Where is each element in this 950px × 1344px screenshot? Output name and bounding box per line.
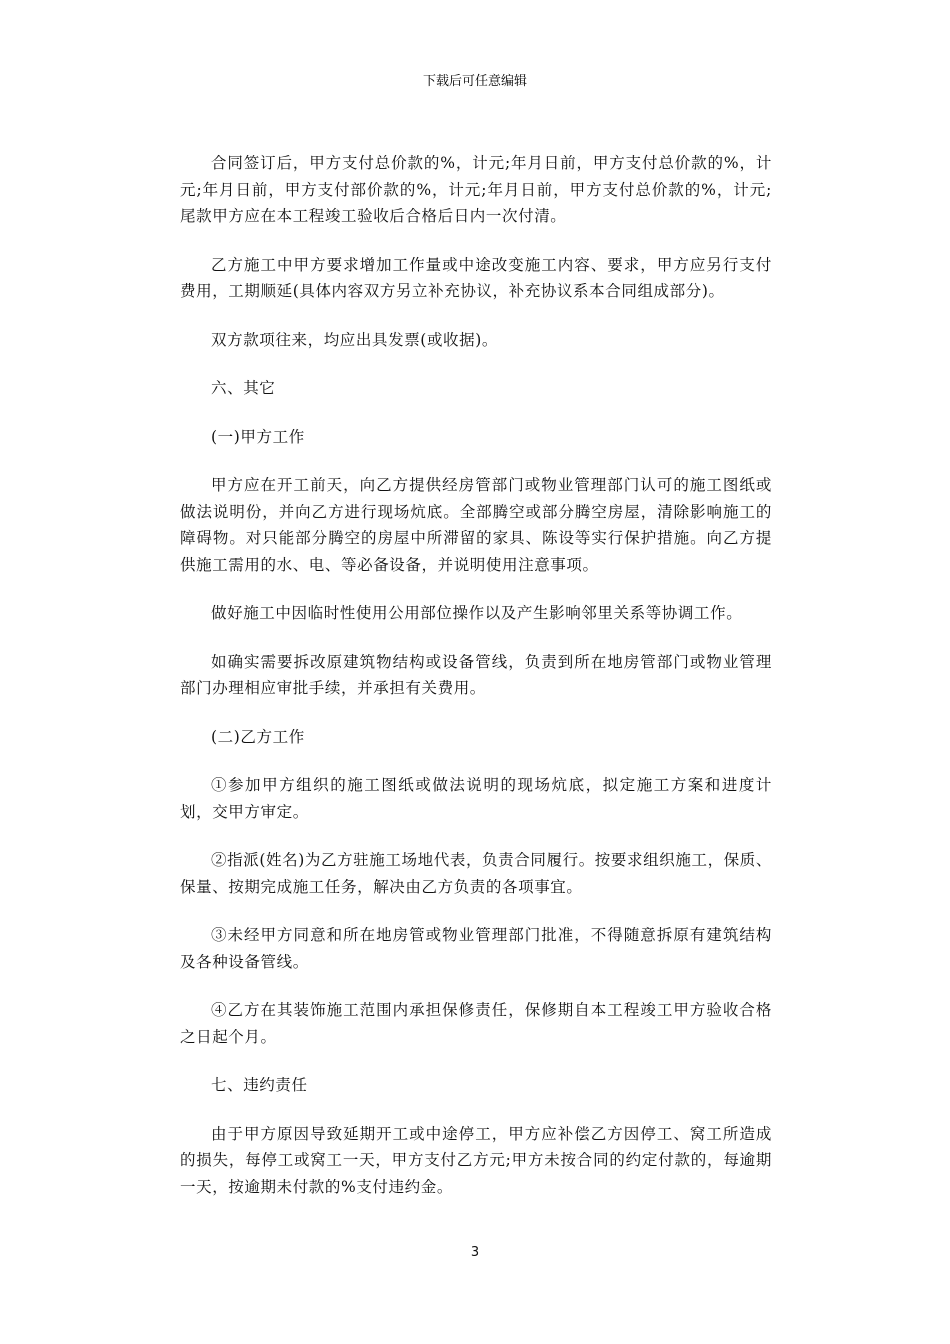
paragraph-structural-changes: 如确实需要拆改原建筑物结构或设备管线，负责到所在地房管部门或物业管理部门办理相应审批手续，并承担有关费用。 bbox=[180, 652, 772, 697]
list-item-3: ③未经甲方同意和所在地房管或物业管理部门批准，不得随意拆原有建筑结构及各种设备管线。 bbox=[180, 926, 772, 971]
paragraph-additional-work: 乙方施工中甲方要求增加工作量或中途改变施工内容、要求，甲方应另行支付费用，工期顺延(具体内容双方另立补充协议，补充协议系本合同组成部分)。 bbox=[180, 255, 772, 300]
list-item-2: ②指派(姓名)为乙方驻施工场地代表，负责合同履行。按要求组织施工，保质、保量、按期完成施工任务，解决由乙方负责的各项事宜。 bbox=[180, 851, 772, 896]
subsection-heading-party-a: (一)甲方工作 bbox=[211, 427, 305, 446]
section-heading-other: 六、其它 bbox=[211, 379, 276, 397]
page-header: 下载后可任意编辑 bbox=[422, 74, 527, 89]
document-body bbox=[180, 150, 772, 1222]
paragraph-invoices: 双方款项往来，均应出具发票(或收据)。 bbox=[211, 330, 498, 349]
paragraph-party-a-duties: 甲方应在开工前天，向乙方提供经房管部门或物业管理部门认可的施工图纸或做法说明份，并向乙方进行现场炕底。全部腾空或部分腾空房屋，清除影响施工的障碍物。对只能部分腾空的房屋中所滞留的家具、陈设等实行保护措施。向乙方提供施工需用的水、电、等必备设备，并说明使用注意事项。 bbox=[180, 476, 772, 574]
paragraph-coordination: 做好施工中因临时性使用公用部位操作以及产生影响邻里关系等协调工作。 bbox=[211, 604, 743, 622]
page-number: 3 bbox=[470, 1245, 480, 1260]
paragraph-payment-schedule: 合同签订后，甲方支付总价款的%，计元;年月日前，甲方支付总价款的%，计元;年月日前，甲方支付部价款的%，计元;年月日前，甲方支付总价款的%，计元;尾款甲方应在本工程竣工验收后合格后日内一次付清。 bbox=[180, 154, 772, 225]
list-item-1: ①参加甲方组织的施工图纸或做法说明的现场炕底，拟定施工方案和进度计划，交甲方审定。 bbox=[180, 776, 772, 821]
section-heading-liability: 七、违约责任 bbox=[211, 1076, 308, 1094]
paragraph-liability: 由于甲方原因导致延期开工或中途停工，甲方应补偿乙方因停工、窝工所造成的损失，每停工或窝工一天，甲方支付乙方元;甲方未按合同的约定付款的，每逾期一天，按逾期未付款的%支付违约金。 bbox=[180, 1124, 772, 1196]
subsection-heading-party-b: (二)乙方工作 bbox=[211, 727, 305, 746]
list-item-4: ④乙方在其装饰施工范围内承担保修责任，保修期自本工程竣工甲方验收合格之日起个月。 bbox=[180, 1001, 772, 1046]
